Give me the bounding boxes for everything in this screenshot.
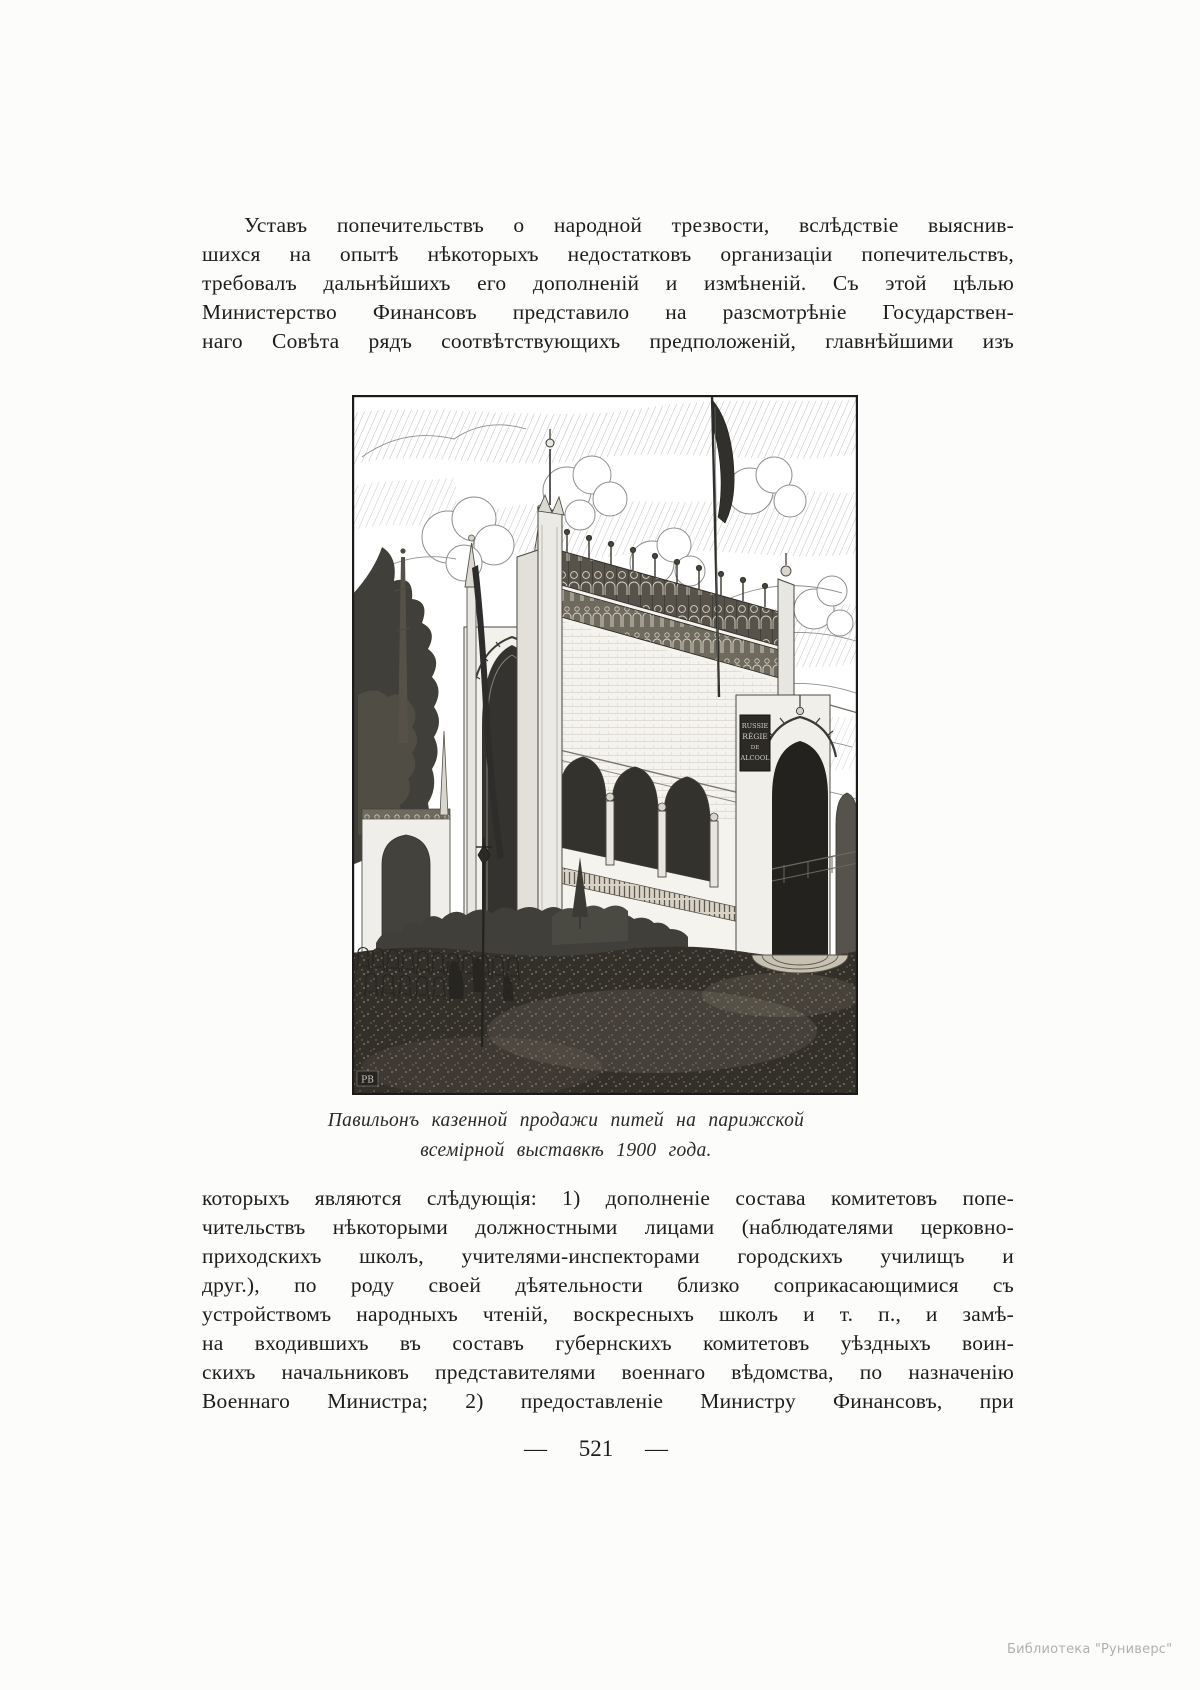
svg-text:PB: PB (361, 1075, 374, 1086)
library-watermark: Библиотека "Руниверс" (1007, 1642, 1173, 1657)
text-line: наго Совѣта рядъ соотвѣтствующихъ предположеній, главнѣйшими изъ (202, 329, 1014, 353)
svg-text:RUSSIE: RUSSIE (741, 722, 769, 730)
text-line: чительствъ нѣкоторыми должностными лицами (наблюдателями церковно- (202, 1215, 1014, 1239)
text-line: Министерство Финансовъ представило на разсмотрѣніе Государствен- (202, 300, 1014, 324)
text-line: которыхъ являются слѣдующія: 1) дополненіе состава комитетовъ попе- (202, 1186, 1014, 1210)
caption-line: Павильонъ казенной продажи питей на парижской (327, 1110, 805, 1131)
pavilion-engraving-svg (352, 395, 858, 1095)
text-line: скихъ начальниковъ представителями военнаго вѣдомства, по назначенію (202, 1360, 1014, 1384)
paragraph-bottom (202, 1184, 1014, 1416)
text-line: требовалъ дальнѣйшихъ его дополненій и измѣненій. Съ этой цѣлью (202, 271, 1014, 295)
artist-monogram (357, 1071, 378, 1086)
pavilion-engraving (352, 395, 858, 1095)
svg-text:ALCOOL: ALCOOL (740, 754, 770, 762)
caption-line: всемірной выставкѣ 1900 года. (420, 1140, 712, 1161)
svg-text:RÉGIE: RÉGIE (742, 732, 768, 741)
paragraph-top (202, 211, 1014, 356)
text-line: приходскихъ школъ, учителями-инспекторами городскихъ училищъ и (202, 1244, 1014, 1268)
text-line: Уставъ попечительствъ о народной трезвости, вслѣдствіе выяснив- (244, 213, 1014, 237)
text-line: друг.), по роду своей дѣятельности близко соприкасающимися съ (202, 1273, 1014, 1297)
illustration-caption (262, 1106, 870, 1166)
text-line: шихся на опытѣ нѣкоторыхъ недостатковъ организаціи попечительствъ, (202, 242, 1014, 266)
pavilion-sign (740, 715, 771, 771)
text-line: устройствомъ народныхъ чтеній, воскресныхъ школъ и т. п., и замѣ- (202, 1302, 1014, 1326)
page-number: — 521 — (524, 1436, 668, 1461)
text-line: на входившихъ въ составъ губернскихъ комитетовъ уѣздныхъ воин- (202, 1331, 1014, 1355)
svg-text:DE: DE (750, 745, 760, 751)
text-line: Военнаго Министра; 2) предоставленіе Министру Финансовъ, при (202, 1389, 1014, 1413)
